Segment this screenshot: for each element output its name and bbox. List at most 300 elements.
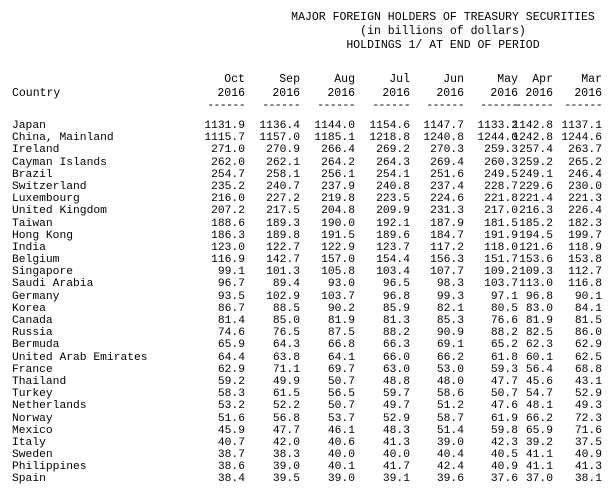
holding-value: 63.8 [272, 351, 300, 364]
country-name: Netherlands [12, 400, 87, 413]
country-name: Hong Kong [12, 229, 74, 242]
holding-value: 43.1 [574, 375, 602, 388]
holding-value: 99.3 [436, 290, 464, 303]
table-row [0, 400, 615, 412]
column-underline: ------ [207, 99, 245, 112]
table-row [0, 339, 615, 351]
holding-value: 93.5 [217, 290, 245, 303]
holding-value: 182.3 [568, 217, 602, 230]
holding-value: 65.2 [490, 339, 518, 352]
holding-value: 63.0 [382, 363, 410, 376]
holding-value: 1242.8 [512, 132, 553, 145]
country-name: France [12, 363, 53, 376]
holding-value: 80.5 [490, 302, 518, 315]
holding-value: 230.0 [568, 180, 602, 193]
holding-value: 181.5 [484, 217, 518, 230]
subtitle-units: (in billions of dollars) [360, 25, 526, 38]
holding-value: 41.1 [525, 461, 553, 474]
holding-value: 49.7 [382, 400, 410, 413]
country-name: Spain [12, 473, 46, 486]
holding-value: 188.6 [211, 217, 245, 230]
holding-value: 86.0 [574, 327, 602, 340]
holding-value: 192.1 [376, 217, 410, 230]
holding-value: 207.2 [211, 205, 245, 218]
table-row [0, 193, 615, 205]
holding-value: 39.0 [272, 461, 300, 474]
holding-value: 237.9 [321, 180, 355, 193]
holding-value: 224.6 [430, 193, 464, 206]
holding-value: 97.1 [490, 290, 518, 303]
holding-value: 107.7 [430, 266, 464, 279]
country-name: China, Mainland [12, 132, 114, 145]
holding-value: 217.5 [266, 205, 300, 218]
column-year-header: 2016 [217, 87, 245, 100]
holding-value: 1131.9 [204, 120, 245, 132]
table-row [0, 315, 615, 327]
holding-value: 81.4 [217, 315, 245, 327]
country-name: Brazil [12, 168, 53, 181]
holding-value: 113.0 [519, 278, 553, 291]
holding-value: 228.7 [484, 180, 518, 193]
holding-value: 89.4 [272, 278, 300, 291]
holding-value: 62.9 [574, 339, 602, 352]
column-month-header: Aug [334, 73, 355, 86]
holding-value: 103.7 [321, 290, 355, 303]
table-row [0, 181, 615, 193]
holding-value: 38.1 [574, 473, 602, 486]
holding-value: 61.5 [272, 388, 300, 401]
holding-value: 88.2 [490, 327, 518, 340]
holding-value: 1133.2 [477, 120, 518, 132]
country-name: Norway [12, 412, 53, 425]
holding-value: 50.7 [490, 388, 518, 401]
column-underline: ------ [317, 99, 355, 112]
holding-value: 51.2 [436, 400, 464, 413]
holding-value: 262.1 [266, 156, 300, 169]
holding-value: 49.3 [574, 400, 602, 413]
holding-value: 257.4 [519, 144, 553, 157]
holding-value: 37.0 [525, 473, 553, 486]
holding-value: 59.2 [217, 375, 245, 388]
table-row [0, 388, 615, 400]
holding-value: 118.0 [484, 241, 518, 254]
holding-value: 122.9 [321, 241, 355, 254]
holding-value: 88.2 [382, 327, 410, 340]
table-row [0, 303, 615, 315]
table-row [0, 218, 615, 230]
country-name: Taiwan [12, 217, 53, 230]
table-row [0, 157, 615, 169]
country-name: Switzerland [12, 180, 87, 193]
holding-value: 271.0 [211, 144, 245, 157]
holding-value: 231.3 [430, 205, 464, 218]
holding-value: 1244.6 [561, 132, 602, 145]
holding-value: 216.3 [519, 205, 553, 218]
holding-value: 76.6 [490, 315, 518, 327]
holding-value: 1115.7 [204, 132, 245, 145]
holding-value: 58.7 [436, 412, 464, 425]
holding-value: 262.0 [211, 156, 245, 169]
column-year-header: 2016 [436, 87, 464, 100]
holding-value: 37.5 [574, 436, 602, 449]
holding-value: 226.4 [568, 205, 602, 218]
holding-value: 93.0 [327, 278, 355, 291]
holding-value: 66.3 [382, 339, 410, 352]
table-row [0, 120, 615, 132]
holding-value: 151.7 [484, 254, 518, 267]
country-name: Ireland [12, 144, 60, 157]
holding-value: 246.4 [568, 168, 602, 181]
column-year-header: 2016 [490, 87, 518, 100]
table-row [0, 413, 615, 425]
column-month-header: Oct [224, 73, 245, 86]
holding-value: 204.8 [321, 205, 355, 218]
table-row [0, 449, 615, 461]
holding-value: 39.2 [525, 436, 553, 449]
holding-value: 66.2 [436, 351, 464, 364]
country-name: Korea [12, 302, 46, 315]
holding-value: 254.7 [211, 168, 245, 181]
country-name: Turkey [12, 388, 53, 401]
holding-value: 118.9 [568, 241, 602, 254]
holding-value: 40.7 [217, 436, 245, 449]
holding-value: 259.2 [519, 156, 553, 169]
holding-value: 53.0 [436, 363, 464, 376]
holding-value: 59.3 [490, 363, 518, 376]
table-row [0, 473, 615, 485]
holding-value: 61.9 [490, 412, 518, 425]
holding-value: 38.7 [217, 449, 245, 462]
holding-value: 71.1 [272, 363, 300, 376]
country-name: Luxembourg [12, 193, 80, 206]
holding-value: 40.0 [327, 449, 355, 462]
holding-value: 60.1 [525, 351, 553, 364]
holding-value: 39.0 [436, 436, 464, 449]
table-row [0, 230, 615, 242]
column-month-header: Jul [389, 73, 410, 86]
holding-value: 39.0 [327, 473, 355, 486]
holding-value: 48.1 [525, 400, 553, 413]
holding-value: 38.4 [217, 473, 245, 486]
country-name: Mexico [12, 424, 53, 437]
holding-value: 82.5 [525, 327, 553, 340]
holding-value: 48.3 [382, 424, 410, 437]
holding-value: 47.7 [490, 375, 518, 388]
holding-value: 56.4 [525, 363, 553, 376]
holding-value: 83.0 [525, 302, 553, 315]
holding-value: 66.8 [327, 339, 355, 352]
holding-value: 251.6 [430, 168, 464, 181]
holding-value: 42.0 [272, 436, 300, 449]
holding-value: 122.7 [266, 241, 300, 254]
table-row [0, 169, 615, 181]
holding-value: 259.3 [484, 144, 518, 157]
holding-value: 123.0 [211, 241, 245, 254]
holding-value: 38.6 [217, 461, 245, 474]
holding-value: 81.9 [525, 315, 553, 327]
holding-value: 103.4 [376, 266, 410, 279]
holding-value: 39.6 [436, 473, 464, 486]
country-name: Bermuda [12, 339, 60, 352]
holding-value: 81.5 [574, 315, 602, 327]
column-month-header: May [497, 73, 518, 86]
holding-value: 41.3 [574, 461, 602, 474]
holding-value: 105.8 [321, 266, 355, 279]
holding-value: 90.9 [436, 327, 464, 340]
holding-value: 185.2 [519, 217, 553, 230]
table-row [0, 278, 615, 290]
holding-value: 186.3 [211, 229, 245, 242]
holding-value: 221.4 [519, 193, 553, 206]
column-underline: ------ [372, 99, 410, 112]
holding-value: 81.3 [382, 315, 410, 327]
table-row [0, 132, 615, 144]
holding-value: 217.0 [484, 205, 518, 218]
holding-value: 59.8 [490, 424, 518, 437]
holding-value: 264.3 [376, 156, 410, 169]
holding-value: 59.7 [382, 388, 410, 401]
holding-value: 88.5 [272, 302, 300, 315]
holding-value: 209.9 [376, 205, 410, 218]
holding-value: 99.1 [217, 266, 245, 279]
column-underline: ------ [515, 99, 553, 112]
country-name: Singapore [12, 266, 74, 279]
table-row [0, 254, 615, 266]
holding-value: 1185.1 [314, 132, 355, 145]
holding-value: 64.3 [272, 339, 300, 352]
holding-value: 265.2 [568, 156, 602, 169]
holding-value: 121.6 [519, 241, 553, 254]
holding-value: 216.0 [211, 193, 245, 206]
holding-value: 54.7 [525, 388, 553, 401]
holding-value: 264.2 [321, 156, 355, 169]
holding-value: 266.4 [321, 144, 355, 157]
column-month-header: Sep [279, 73, 300, 86]
holding-value: 240.8 [376, 180, 410, 193]
holding-value: 52.2 [272, 400, 300, 413]
holding-value: 41.1 [525, 449, 553, 462]
table-row [0, 242, 615, 254]
holding-value: 41.7 [382, 461, 410, 474]
column-underline: ------ [480, 99, 518, 112]
holding-value: 1157.0 [259, 132, 300, 145]
holding-value: 69.7 [327, 363, 355, 376]
holding-value: 191.9 [484, 229, 518, 242]
table-row [0, 364, 615, 376]
holding-value: 65.9 [525, 424, 553, 437]
holding-value: 102.9 [266, 290, 300, 303]
holding-value: 76.5 [272, 327, 300, 340]
table-row [0, 144, 615, 156]
holding-value: 87.5 [327, 327, 355, 340]
holding-value: 191.5 [321, 229, 355, 242]
holding-value: 52.9 [574, 388, 602, 401]
holding-value: 85.3 [436, 315, 464, 327]
holding-value: 62.3 [525, 339, 553, 352]
subtitle-period: HOLDINGS 1/ AT END OF PERIOD [346, 39, 540, 52]
holding-value: 1154.6 [369, 120, 410, 132]
holding-value: 72.3 [574, 412, 602, 425]
holding-value: 45.9 [217, 424, 245, 437]
holding-value: 40.9 [490, 461, 518, 474]
holding-value: 58.6 [436, 388, 464, 401]
holding-value: 112.7 [568, 266, 602, 279]
column-year-header: 2016 [327, 87, 355, 100]
holding-value: 1136.4 [259, 120, 300, 132]
table-row [0, 205, 615, 217]
holding-value: 184.7 [430, 229, 464, 242]
column-month-header: Mar [581, 73, 602, 86]
table-row [0, 291, 615, 303]
holding-value: 62.5 [574, 351, 602, 364]
holding-value: 53.7 [327, 412, 355, 425]
holding-value: 189.3 [266, 217, 300, 230]
country-name: Germany [12, 290, 60, 303]
holding-value: 142.7 [266, 254, 300, 267]
holding-value: 154.4 [376, 254, 410, 267]
holding-value: 40.0 [382, 449, 410, 462]
table-row [0, 376, 615, 388]
holding-value: 96.8 [525, 290, 553, 303]
holding-value: 98.3 [436, 278, 464, 291]
holding-value: 37.6 [490, 473, 518, 486]
holding-value: 109.3 [519, 266, 553, 279]
country-name: India [12, 241, 46, 254]
country-name: Philippines [12, 461, 87, 474]
holding-value: 153.8 [568, 254, 602, 267]
holding-value: 48.0 [436, 375, 464, 388]
country-name: Belgium [12, 254, 60, 267]
holding-value: 260.3 [484, 156, 518, 169]
table-row [0, 352, 615, 364]
holding-value: 189.8 [266, 229, 300, 242]
holding-value: 270.3 [430, 144, 464, 157]
holding-value: 42.4 [436, 461, 464, 474]
holding-value: 96.7 [217, 278, 245, 291]
holding-value: 64.1 [327, 351, 355, 364]
holding-value: 189.6 [376, 229, 410, 242]
holding-value: 153.6 [519, 254, 553, 267]
holding-value: 51.6 [217, 412, 245, 425]
holding-value: 47.6 [490, 400, 518, 413]
holding-value: 1218.8 [369, 132, 410, 145]
holding-value: 123.7 [376, 241, 410, 254]
holding-value: 1244.0 [477, 132, 518, 145]
table-row [0, 327, 615, 339]
country-name: Sweden [12, 449, 53, 462]
country-name: United Kingdom [12, 205, 107, 218]
holding-value: 51.4 [436, 424, 464, 437]
holding-value: 82.1 [436, 302, 464, 315]
holding-value: 116.9 [211, 254, 245, 267]
holding-value: 270.9 [266, 144, 300, 157]
holding-value: 90.1 [574, 290, 602, 303]
holding-value: 40.6 [327, 436, 355, 449]
holding-value: 50.7 [327, 375, 355, 388]
holding-value: 194.5 [519, 229, 553, 242]
country-name: Japan [12, 120, 46, 132]
column-year-header: 2016 [574, 87, 602, 100]
holding-value: 39.1 [382, 473, 410, 486]
holding-value: 101.3 [266, 266, 300, 279]
holding-value: 96.5 [382, 278, 410, 291]
holding-value: 109.2 [484, 266, 518, 279]
country-name: Canada [12, 315, 53, 327]
holding-value: 249.1 [519, 168, 553, 181]
holding-value: 86.7 [217, 302, 245, 315]
holding-value: 71.6 [574, 424, 602, 437]
holding-value: 62.9 [217, 363, 245, 376]
holding-value: 52.9 [382, 412, 410, 425]
holding-value: 84.1 [574, 302, 602, 315]
holding-value: 227.2 [266, 193, 300, 206]
holding-value: 66.0 [382, 351, 410, 364]
holding-value: 40.9 [574, 449, 602, 462]
holding-value: 81.9 [327, 315, 355, 327]
holding-value: 269.4 [430, 156, 464, 169]
holding-value: 249.5 [484, 168, 518, 181]
table-row [0, 437, 615, 449]
holding-value: 42.3 [490, 436, 518, 449]
holding-value: 40.1 [327, 461, 355, 474]
holding-value: 116.8 [568, 278, 602, 291]
holding-value: 235.2 [211, 180, 245, 193]
holding-value: 66.2 [525, 412, 553, 425]
holding-value: 39.5 [272, 473, 300, 486]
holding-value: 187.9 [430, 217, 464, 230]
holding-value: 190.0 [321, 217, 355, 230]
holding-value: 38.3 [272, 449, 300, 462]
column-month-header: Jun [443, 73, 464, 86]
table-row [0, 266, 615, 278]
holding-value: 1240.8 [423, 132, 464, 145]
country-name: Russia [12, 327, 53, 340]
country-name: Cayman Islands [12, 156, 107, 169]
holding-value: 117.2 [430, 241, 464, 254]
table-row [0, 425, 615, 437]
country-column-header: Country [12, 87, 61, 100]
holding-value: 156.3 [430, 254, 464, 267]
country-name: Italy [12, 436, 46, 449]
column-underline: ------ [426, 99, 464, 112]
holding-value: 269.2 [376, 144, 410, 157]
column-underline: ------ [564, 99, 602, 112]
holding-value: 263.7 [568, 144, 602, 157]
holding-value: 56.5 [327, 388, 355, 401]
holding-value: 74.6 [217, 327, 245, 340]
holding-value: 53.2 [217, 400, 245, 413]
column-year-header: 2016 [525, 87, 553, 100]
holding-value: 221.3 [568, 193, 602, 206]
country-name: United Arab Emirates [12, 351, 148, 364]
holding-value: 64.4 [217, 351, 245, 364]
column-underline: ------ [262, 99, 300, 112]
title-line: MAJOR FOREIGN HOLDERS OF TREASURY SECURITIES [291, 11, 595, 24]
holding-value: 41.3 [382, 436, 410, 449]
holding-value: 229.6 [519, 180, 553, 193]
holding-value: 254.1 [376, 168, 410, 181]
holding-value: 85.0 [272, 315, 300, 327]
holding-value: 69.1 [436, 339, 464, 352]
holding-value: 199.7 [568, 229, 602, 242]
holding-value: 47.7 [272, 424, 300, 437]
holding-value: 68.8 [574, 363, 602, 376]
holding-value: 45.6 [525, 375, 553, 388]
holding-value: 240.7 [266, 180, 300, 193]
holding-value: 61.8 [490, 351, 518, 364]
column-year-header: 2016 [382, 87, 410, 100]
holding-value: 40.5 [490, 449, 518, 462]
